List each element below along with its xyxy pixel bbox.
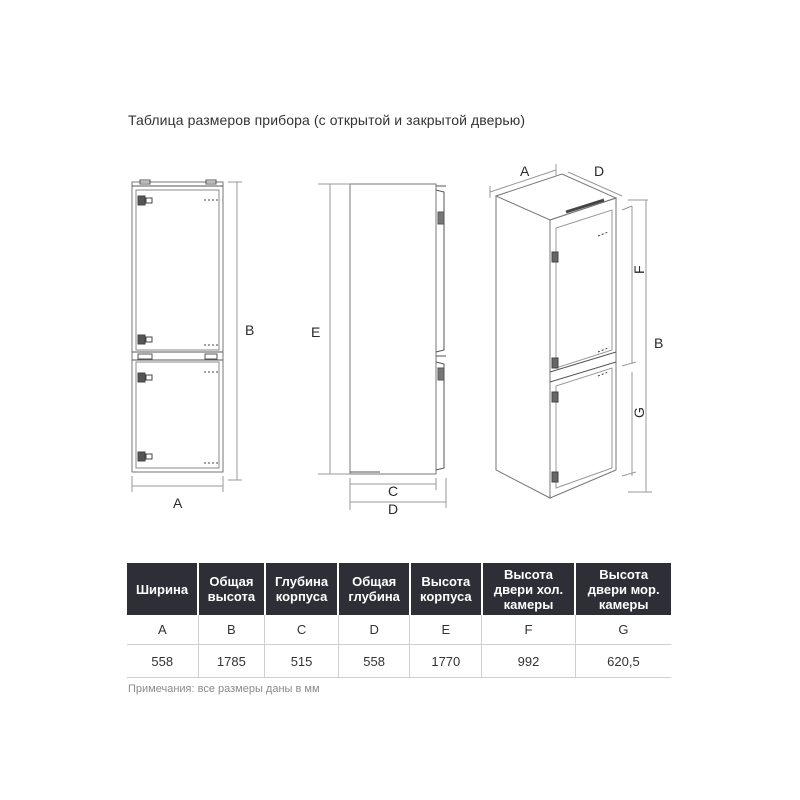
isometric-view [490,164,652,498]
table-cell: D [338,615,410,645]
table-cell: F [482,615,576,645]
table-cell: 620,5 [575,645,671,678]
table-cell: 1770 [410,645,482,678]
label-iso-g: G [631,407,647,418]
header-total-height: Общая высота [198,563,265,615]
table-cell: C [265,615,339,645]
label-iso-d: D [594,163,605,179]
table-cell: 1785 [198,645,265,678]
table-row-values [127,645,671,678]
label-front-b: B [245,322,255,338]
label-side-d: D [388,501,399,517]
table-cell: 515 [265,645,339,678]
header-freezer-door-height: Высота двери мор. камеры [575,563,671,615]
label-side-e: E [311,324,321,340]
label-iso-b: B [654,335,664,351]
table-cell: A [127,615,198,645]
table-cell: 992 [482,645,576,678]
side-view [318,184,446,510]
label-iso-a: A [520,163,530,179]
dimensions-table [127,563,671,678]
front-view [132,180,242,492]
label-iso-f: F [631,265,647,274]
front-hinges [138,196,152,461]
label-front-a: A [173,495,183,511]
table-cell: G [575,615,671,645]
table-header-row [127,563,671,615]
table-cell: 558 [338,645,410,678]
footnote: Примечания: все размеры даны в мм [128,683,320,695]
table-row-letters [127,615,671,645]
header-fridge-door-height: Высота двери хол. камеры [482,563,576,615]
table-cell: E [410,615,482,645]
header-total-depth: Общая глубина [338,563,410,615]
page-title: Таблица размеров прибора (с открытой и закрытой дверью) [128,112,526,128]
table-cell: B [198,615,265,645]
header-body-height: Высота корпуса [410,563,482,615]
label-side-c: C [388,483,399,499]
header-body-depth: Глубина корпуса [265,563,339,615]
header-width: Ширина [127,563,198,615]
table-cell: 558 [127,645,198,678]
